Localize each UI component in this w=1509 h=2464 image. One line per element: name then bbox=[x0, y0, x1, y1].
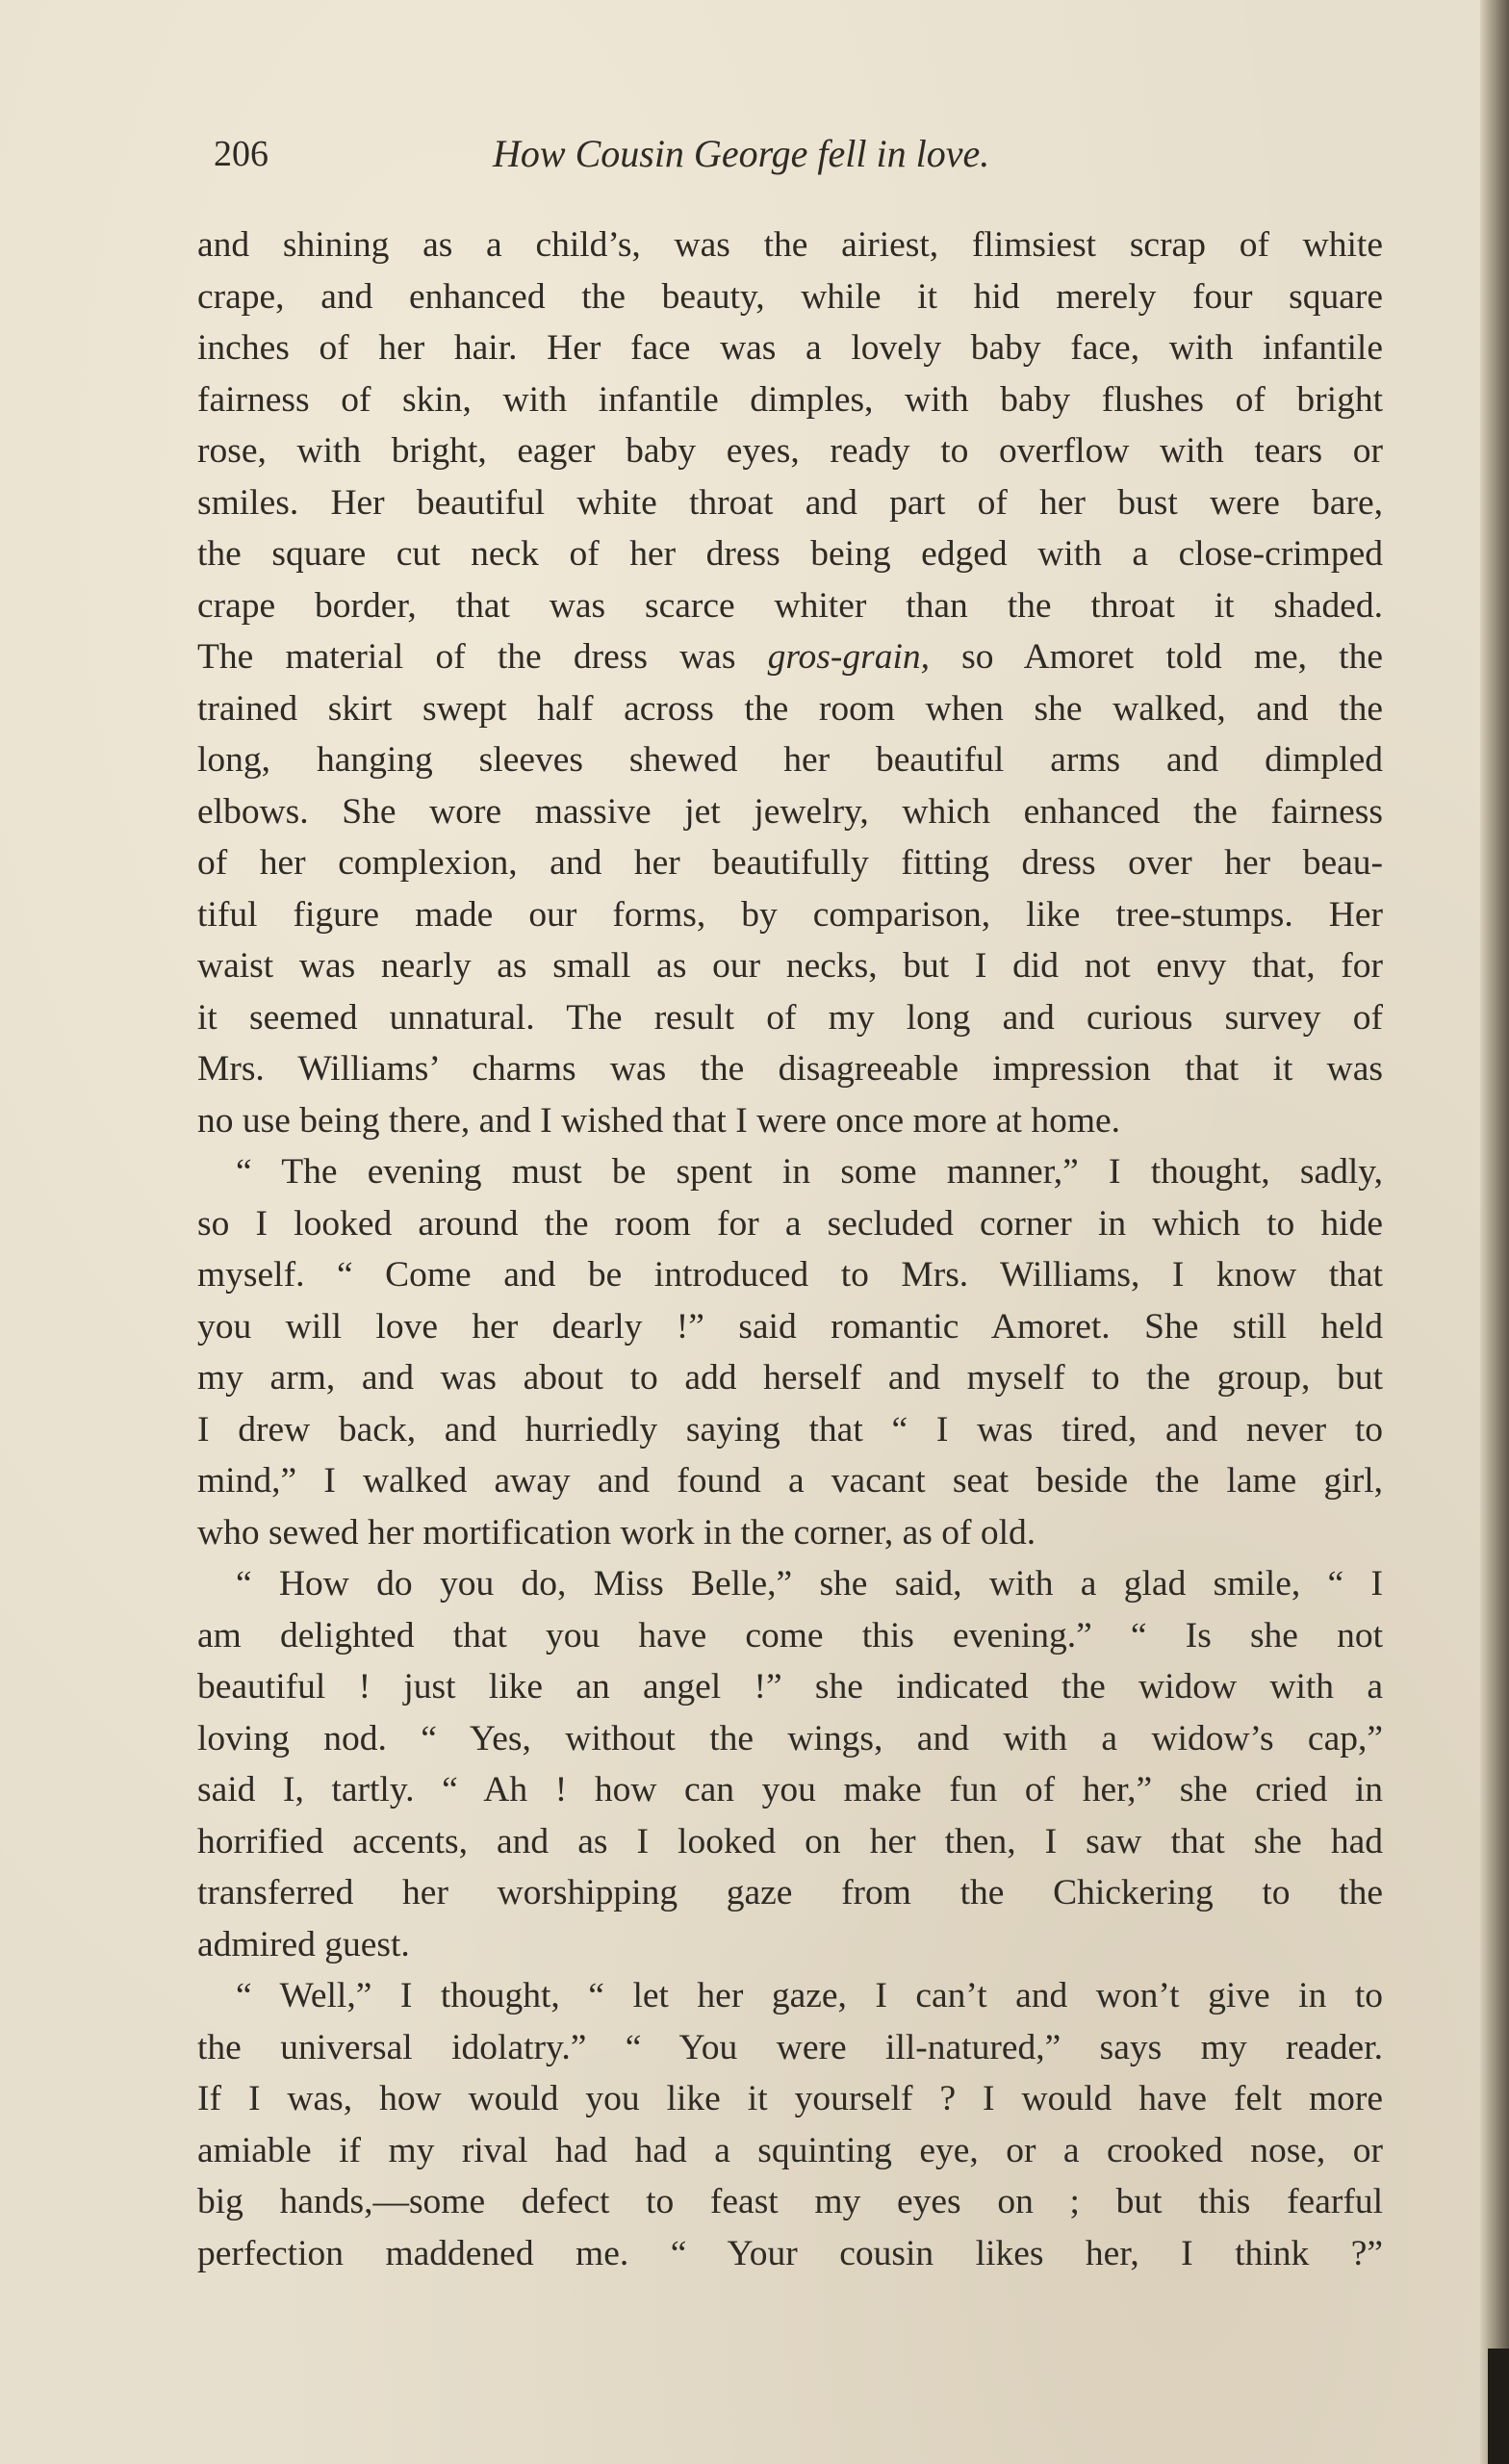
text-line: waist was nearly as small as our necks, but I did not envy that, for bbox=[197, 946, 1383, 986]
text-line: myself. “ Come and be introduced to Mrs. Williams, I know that bbox=[197, 1255, 1383, 1295]
text-line: so I looked around the room for a secluded corner in which to hide bbox=[197, 1203, 1383, 1244]
text-line: smiles. Her beautiful white throat and part of her bust were bare, bbox=[197, 482, 1383, 523]
text-line: transferred her worshipping gaze from the Chickering to the bbox=[197, 1873, 1383, 1912]
text-line: my arm, and was about to add herself and myself to the group, but bbox=[197, 1358, 1383, 1398]
text-line: you will love her dearly !” said romantic Amoret. She still held bbox=[197, 1306, 1383, 1347]
text-line: of her complexion, and her beautifully fitting dress over her beau- bbox=[197, 843, 1383, 883]
text-segment: so Amoret told me, the bbox=[930, 637, 1383, 677]
text-line: rose, with bright, eager baby eyes, ready to overflow with tears or bbox=[197, 431, 1383, 471]
text-line: “ Well,” I thought, “ let her gaze, I can’t and won’t give in to bbox=[236, 1976, 1383, 2015]
text-line: trained skirt swept half across the room when she walked, and the bbox=[197, 688, 1383, 729]
text-line: and shining as a child’s, was the airiest, flimsiest scrap of white bbox=[197, 225, 1383, 265]
page-edge bbox=[1480, 0, 1509, 2464]
text-line: no use being there, and I wished that I were once more at home. bbox=[197, 1100, 1121, 1141]
text-line: long, hanging sleeves shewed her beautiful arms and dimpled bbox=[197, 740, 1383, 780]
text-line bbox=[197, 631, 1383, 683]
text-segment: The material of the dress was bbox=[197, 637, 768, 677]
binding-shadow bbox=[1488, 2348, 1509, 2464]
text-line: elbows. She wore massive jet jewelry, which enhanced the fairness bbox=[197, 791, 1383, 832]
body-text bbox=[197, 219, 1383, 2279]
text-line: beautiful ! just like an angel !” she indicated the widow with a bbox=[197, 1667, 1383, 1707]
text-line: “ How do you do, Miss Belle,” she said, with a glad smile, “ I bbox=[236, 1564, 1383, 1604]
page-number: 206 bbox=[214, 134, 269, 174]
text-line: horrified accents, and as I looked on her then, I saw that she had bbox=[197, 1821, 1383, 1861]
text-line: am delighted that you have come this evening.” “ Is she not bbox=[197, 1615, 1383, 1656]
italic-term: gros-grain, bbox=[767, 637, 930, 677]
text-line: the universal idolatry.” “ You were ill-natured,” says my reader. bbox=[197, 2027, 1383, 2067]
text-line: “ The evening must be spent in some manner,” I thought, sadly, bbox=[236, 1152, 1383, 1192]
text-line: inches of her hair. Her face was a lovely baby face, with infantile bbox=[197, 328, 1383, 368]
text-line: I drew back, and hurriedly saying that “ I was tired, and never to bbox=[197, 1409, 1383, 1450]
text-line: it seemed unnatural. The result of my long and curious survey of bbox=[197, 997, 1383, 1038]
text-line: amiable if my rival had had a squinting eye, or a crooked nose, or bbox=[197, 2130, 1383, 2170]
text-line: big hands,—some defect to feast my eyes on ; but this fearful bbox=[197, 2182, 1383, 2221]
text-line: crape, and enhanced the beauty, while it hid merely four square bbox=[197, 276, 1383, 317]
text-line: mind,” I walked away and found a vacant seat beside the lame girl, bbox=[197, 1461, 1383, 1501]
text-line: who sewed her mortification work in the corner, as of old. bbox=[197, 1512, 1036, 1553]
text-line: loving nod. “ Yes, without the wings, and with a widow’s cap,” bbox=[197, 1718, 1383, 1758]
text-line: tiful figure made our forms, by comparison, like tree-stumps. Her bbox=[197, 894, 1383, 935]
text-line: said I, tartly. “ Ah ! how can you make fun of her,” she cried in bbox=[197, 1770, 1383, 1810]
running-header bbox=[214, 125, 1224, 183]
text-line: admired guest. bbox=[197, 1924, 410, 1964]
text-line: fairness of skin, with infantile dimples, with baby flushes of bright bbox=[197, 379, 1383, 420]
text-line: perfection maddened me. “ Your cousin likes her, I think ?” bbox=[197, 2233, 1383, 2273]
text-line: Mrs. Williams’ charms was the disagreeable impression that it was bbox=[197, 1049, 1383, 1089]
text-line: If I was, how would you like it yourself ? I would have felt more bbox=[197, 2079, 1383, 2118]
text-line: crape border, that was scarce whiter than the throat it shaded. bbox=[197, 585, 1383, 626]
text-line: the square cut neck of her dress being edged with a close-crimped bbox=[197, 534, 1383, 574]
running-title: How Cousin George fell in love. bbox=[493, 132, 990, 175]
